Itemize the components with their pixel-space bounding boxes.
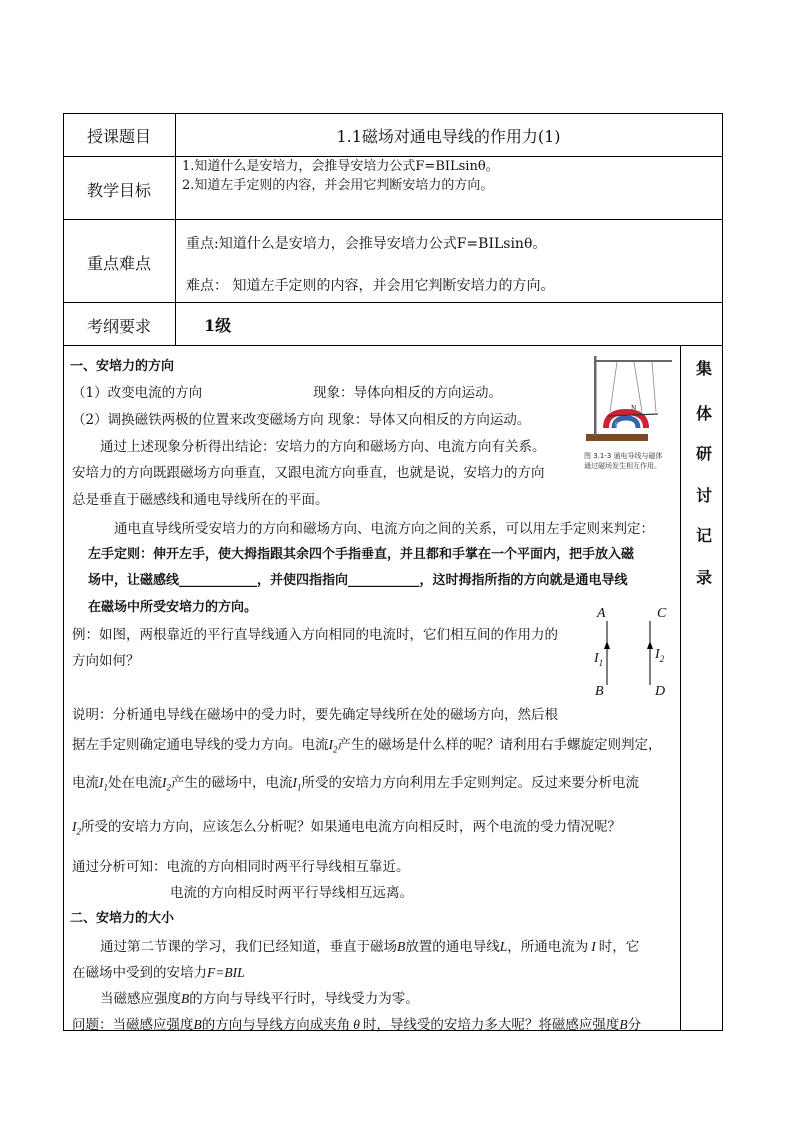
goal-1: 1.知道什么是安培力，会推导安培力公式F=BILsinθ。 [182, 159, 499, 174]
s1-line-1a: （1）改变电流的方向 [72, 385, 203, 401]
title-label: 授课题目 [86, 127, 151, 146]
s2-para-1: 通过第二节课的学习，我们已经知道，垂直于磁场B放置的通电导线L，所通电流为 I 时，它 [100, 939, 640, 955]
figure-caption [584, 451, 663, 471]
s1-para-3: 总是垂直于磁感线和通电导线所在的平面。 [72, 492, 329, 508]
goal-2: 2.知道左手定则的内容，并会用它判断安培力的方向。 [182, 178, 494, 193]
note-line-3: 电流$I_1$处在电流$I_2$产生的磁场中，电流$I_1$所受的安培力方向利用左手定则判定。反过来要分析电流 [72, 775, 639, 793]
side-char: 录 [695, 568, 712, 587]
s2-para-2: 在磁场中受到的安培力F=BIL [72, 965, 245, 981]
note-line-1: 说明：分析通电导线在磁场中的受力时，要先确定导线所在处的磁场方向，然后根 [72, 707, 558, 723]
side-char: 集 [695, 359, 712, 378]
conclusion-2: 电流的方向相反时两平行导线相互远离。 [170, 885, 413, 901]
caption-line-2: 通过磁场发生相互作用。 [584, 462, 661, 470]
syllabus-label: 考纲要求 [86, 317, 151, 336]
goals-label: 教学目标 [86, 181, 151, 200]
side-char: 讨 [695, 486, 712, 505]
side-char: 研 [695, 444, 712, 463]
key-point: 重点:知道什么是安培力，会推导安培力公式F=BILsinθ。 [186, 236, 547, 252]
section-1-title: 一、安培力的方向 [70, 359, 175, 374]
apparatus-figure [582, 350, 674, 450]
rule-line-3: 在磁场中所受安培力的方向。 [88, 600, 258, 615]
lesson-title: 1.1磁场对通电导线的作用力(1) [336, 127, 561, 146]
s1-para-2: 安培力的方向既跟磁场方向垂直，又跟电流方向垂直，也就是说，安培力的方向 [72, 465, 545, 481]
current-i2-label: $I_2$ [655, 647, 665, 664]
example-line-1: 例：如图，两根靠近的平行直导线通入方向相同的电流时，它们相互间的作用力的 [72, 627, 558, 643]
section-2-title: 二、安培力的大小 [70, 911, 175, 926]
conclusion-1: 通过分析可知：电流的方向相同时两平行导线相互靠近。 [72, 859, 410, 875]
s1-para-4: 通电直导线所受安培力的方向和磁场方向、电流方向之间的关系，可以用左手定则来判定： [114, 521, 654, 537]
wire-b-label: B [595, 684, 604, 699]
difficulty: 难点： 知道左手定则的内容，并会用它判断安培力的方向。 [186, 278, 555, 294]
note-line-2: 据左手定则确定通电导线的受力方向。电流$I_2$产生的磁场是什么样的呢？请利用右手螺旋定则判定， [72, 737, 662, 755]
key-label: 重点难点 [86, 254, 151, 273]
example-line-2: 方向如何？ [72, 653, 140, 669]
syllabus-level: 1级 [204, 316, 232, 335]
note-line-4: $I_2$所受的安培力方向，应该怎么分析呢？如果通电电流方向相反时，两个电流的受力情况呢？ [72, 819, 621, 837]
question-line: 问题：当磁感应强度B的方向与导线方向成夹角 θ 时，导线受的安培力多大呢？将磁感应强度B分 [72, 1017, 642, 1033]
s1-line-2: （2）调换磁铁两极的位置来改变磁场方向 现象：导体又向相反的方向运动。 [72, 412, 531, 428]
current-i1-label: $I_1$ [594, 651, 604, 668]
wire-c-label: C [657, 606, 667, 621]
s2-para-3: 当磁感应强度B的方向与导线平行时，导线受力为零。 [100, 991, 419, 1007]
side-char: 体 [695, 404, 712, 423]
magnet-s-label: S [615, 422, 619, 428]
s1-para-1: 通过上述现象分析得出结论：安培力的方向和磁场方向、电流方向有关系。 [100, 439, 546, 455]
side-char: 记 [695, 526, 712, 545]
wire-a-label: A [597, 606, 606, 621]
rule-line-2: 场中，让磁感线____________，并使四指指向___________，这时拇指所指的方向就是通电导线 [88, 573, 628, 588]
wire-d-label: D [655, 684, 666, 699]
caption-line-1: 图 3.1-3 通电导线与磁体 [584, 452, 663, 460]
s1-line-1b: 现象：导体向相反的方向运动。 [313, 385, 502, 401]
magnet-n-label: N [631, 405, 637, 412]
rule-line-1: 左手定则：伸开左手，使大拇指跟其余四个手指垂直，并且都和手掌在一个平面内，把手放入磁 [88, 547, 635, 562]
